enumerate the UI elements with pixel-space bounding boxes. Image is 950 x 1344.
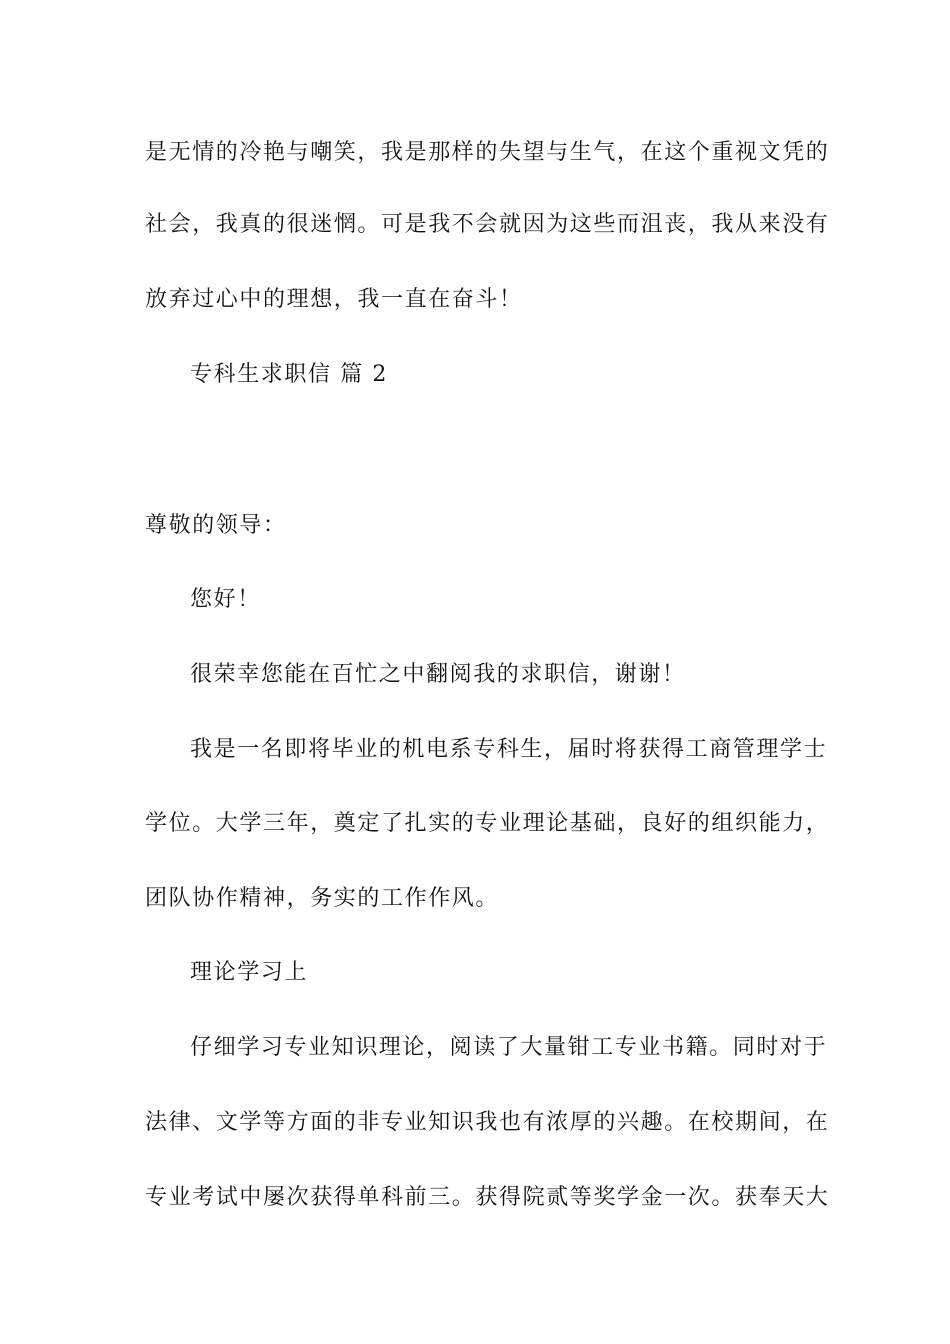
salutation: 尊敬的领导：: [145, 513, 287, 538]
greeting: 您好！: [190, 587, 261, 612]
section-heading: 专科生求职信 篇 2: [190, 362, 388, 387]
paragraph-line-thanks: 很荣幸您能在百忙之中翻阅我的求职信，谢谢！: [190, 662, 686, 687]
paragraph-line-study-3: 专业考试中屡次获得单科前三。获得院贰等奖学金一次。获奉天大: [145, 1185, 830, 1210]
paragraph-line-intro-3: 团队协作精神，务实的工作作风。: [145, 886, 500, 911]
paragraph-line-3: 放弃过心中的理想，我一直在奋斗！: [145, 287, 523, 312]
paragraph-line-intro-1: 我是一名即将毕业的机电系专科生，届时将获得工商管理学士: [190, 737, 828, 762]
subheading-theory-study: 理论学习上: [190, 960, 309, 985]
paragraph-line-study-1: 仔细学习专业知识理论，阅读了大量钳工专业书籍。同时对于: [190, 1035, 828, 1060]
paragraph-line-study-2: 法律、文学等方面的非专业知识我也有浓厚的兴趣。在校期间，在: [145, 1110, 830, 1135]
paragraph-line-2: 社会，我真的很迷惘。可是我不会就因为这些而沮丧，我从来没有: [145, 212, 830, 237]
paragraph-line-intro-2: 学位。大学三年，奠定了扎实的专业理论基础，良好的组织能力，: [145, 811, 830, 836]
paragraph-line-1: 是无情的冷艳与嘲笑，我是那样的失望与生气，在这个重视文凭的: [145, 140, 830, 165]
